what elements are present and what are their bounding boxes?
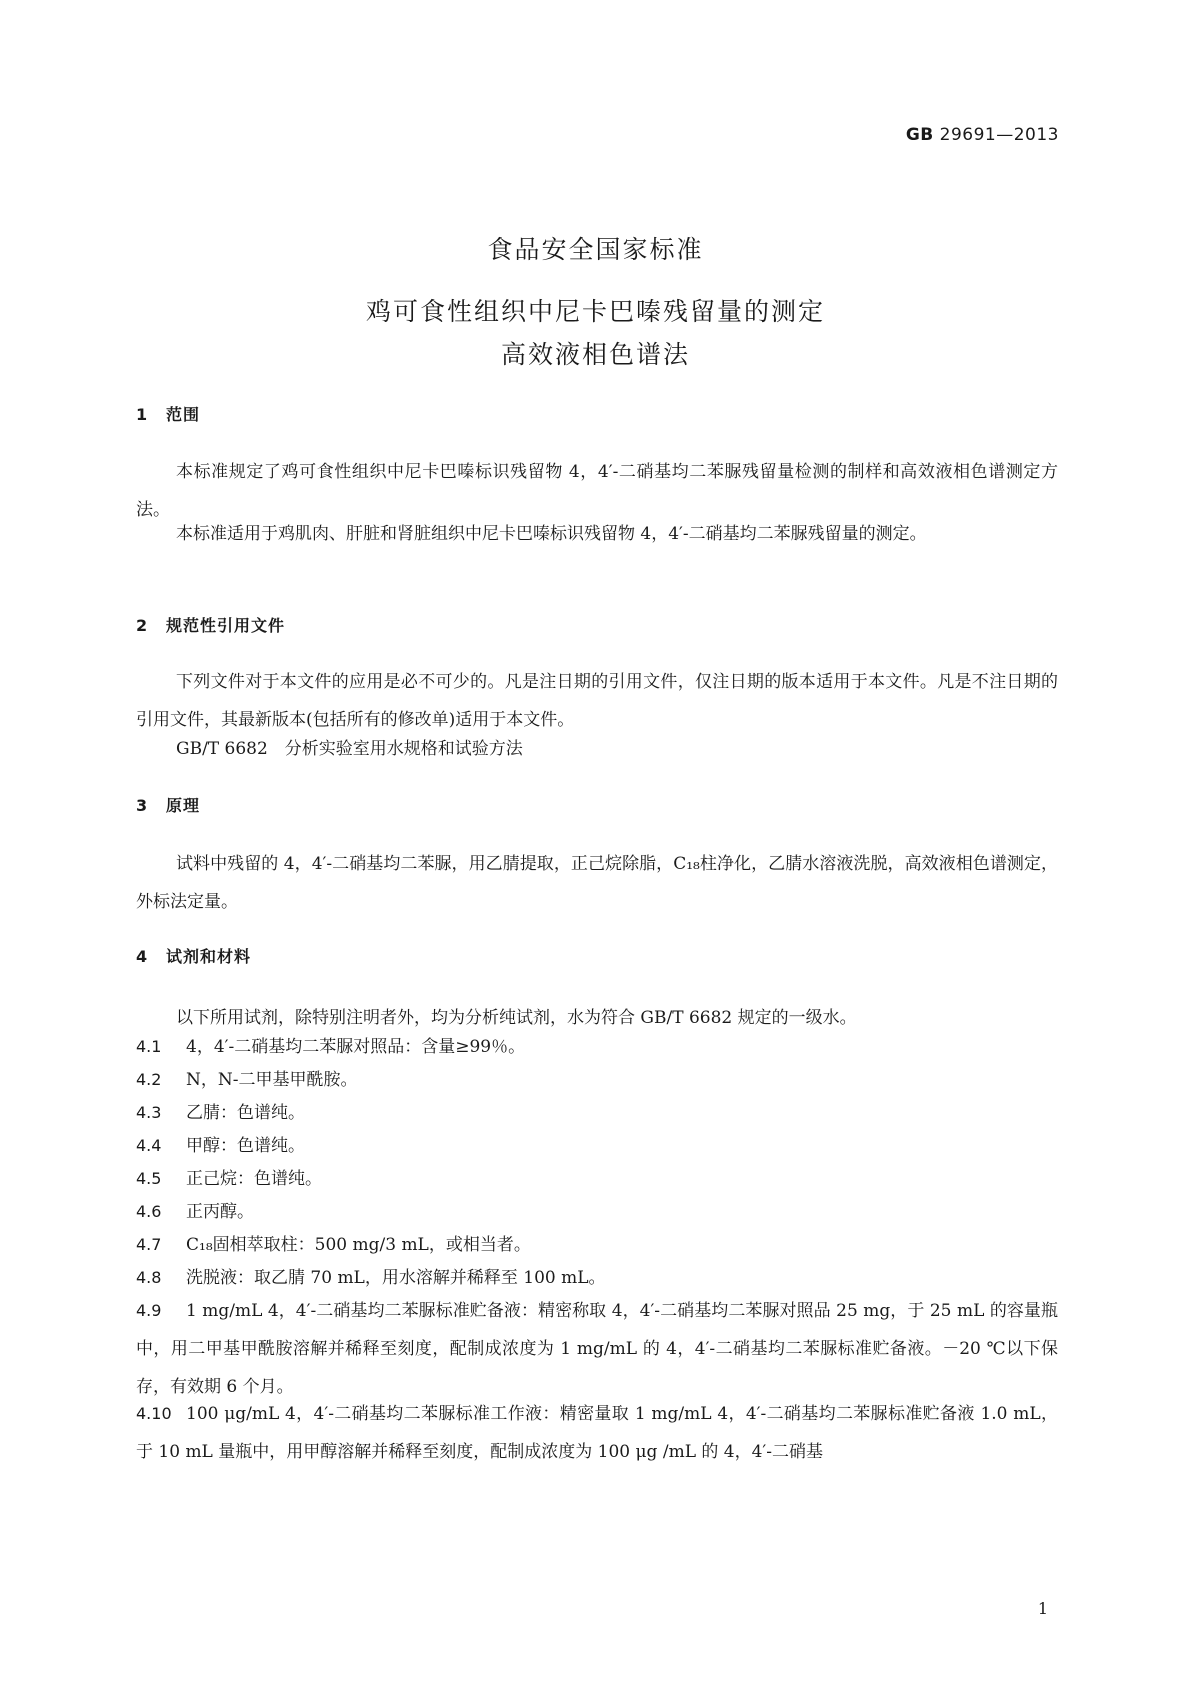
section-title: 原理: [166, 796, 201, 815]
title-line-3: 高效液相色谱法: [500, 340, 690, 369]
title-line-2: 鸡可食性组织中尼卡巴嗪残留量的测定: [365, 297, 825, 326]
item-text: 甲醇：色谱纯。: [186, 1136, 305, 1156]
list-item: [136, 1292, 1058, 1406]
section-number: 4: [136, 947, 148, 966]
section-title: 范围: [166, 405, 201, 424]
section-1-heading: [136, 402, 200, 425]
item-number: 4.10: [136, 1404, 172, 1423]
standard-code: 29691—2013: [939, 125, 1059, 145]
item-number: 4.5: [136, 1169, 162, 1188]
standard-prefix: GB: [905, 125, 934, 145]
item-number: 4.6: [136, 1202, 162, 1221]
item-text: C₁₈固相萃取柱：500 mg/3 mL，或相当者。: [186, 1235, 531, 1255]
section-number: 2: [136, 616, 148, 635]
item-number: 4.2: [136, 1070, 162, 1089]
list-item: [136, 1395, 1058, 1471]
item-number: 4.1: [136, 1037, 162, 1056]
section-title: 试剂和材料: [166, 947, 252, 966]
item-text: 正己烷：色谱纯。: [186, 1169, 322, 1189]
page-number: 1: [1037, 1599, 1048, 1618]
section-number: 3: [136, 796, 148, 815]
section-1-paragraph-1: 本标准规定了鸡可食性组织中尼卡巴嗪标识残留物 4，4′-二硝基均二苯脲残留量检测的制样和高效液相色谱测定方法。: [136, 462, 1058, 520]
item-number: 4.4: [136, 1136, 162, 1155]
item-text: 1 mg/mL 4，4′-二硝基均二苯脲标准贮备液：精密称取 4，4′-二硝基均二苯脲对照品 25 mg，于 25 mL 的容量瓶中，用二甲基甲酰胺溶解并稀释至刻度，配制成浓度为 1 mg/mL 的 4，4′-二硝基均二苯脲标准贮备液。－20 ℃以下保存，有效期 6 个月。: [136, 1301, 1058, 1397]
section-2-paragraph-1: 下列文件对于本文件的应用是必不可少的。凡是注日期的引用文件，仅注日期的版本适用于本文件。凡是不注日期的引用文件，其最新版本(包括所有的修改单)适用于本文件。: [136, 672, 1058, 730]
section-title: 规范性引用文件: [166, 616, 286, 635]
item-text: 乙腈：色谱纯。: [186, 1103, 305, 1123]
standard-number: [906, 125, 1059, 145]
item-number: 4.3: [136, 1103, 162, 1122]
item-text: N，N-二甲基甲酰胺。: [186, 1070, 358, 1090]
section-4-intro: 以下所用试剂，除特别注明者外，均为分析纯试剂，水为符合 GB/T 6682 规定的一级水。: [176, 1008, 857, 1028]
item-text: 正丙醇。: [186, 1202, 254, 1222]
normative-reference: GB/T 6682 分析实验室用水规格和试验方法: [176, 739, 523, 759]
section-3-paragraph-1: 试料中残留的 4，4′-二硝基均二苯脲，用乙腈提取，正己烷除脂，C₁₈柱净化，乙腈水溶液洗脱，高效液相色谱测定，外标法定量。: [136, 854, 1058, 912]
section-3-heading: [136, 793, 200, 816]
item-text: 洗脱液：取乙腈 70 mL，用水溶解并稀释至 100 mL。: [186, 1268, 606, 1288]
item-number: 4.7: [136, 1235, 162, 1254]
section-2-heading: [136, 613, 285, 636]
section-1-paragraph-2: 本标准适用于鸡肌肉、肝脏和肾脏组织中尼卡巴嗪标识残留物 4，4′-二硝基均二苯脲残留量的测定。: [176, 524, 927, 544]
section-4-heading: [136, 944, 251, 967]
title-line-1: 食品安全国家标准: [487, 235, 704, 264]
section-number: 1: [136, 405, 148, 424]
item-text: 100 μg/mL 4，4′-二硝基均二苯脲标准工作液：精密量取 1 mg/mL 4，4′-二硝基均二苯脲标准贮备液 1.0 mL，于 10 mL 量瓶中，用甲醇溶解并稀释至刻度，配制成浓度为 100 μg /mL 的 4，4′-二硝基: [136, 1404, 1058, 1462]
item-number: 4.8: [136, 1268, 162, 1287]
item-number: 4.9: [136, 1301, 162, 1320]
item-text: 4，4′-二硝基均二苯脲对照品：含量≥99％。: [186, 1037, 526, 1057]
